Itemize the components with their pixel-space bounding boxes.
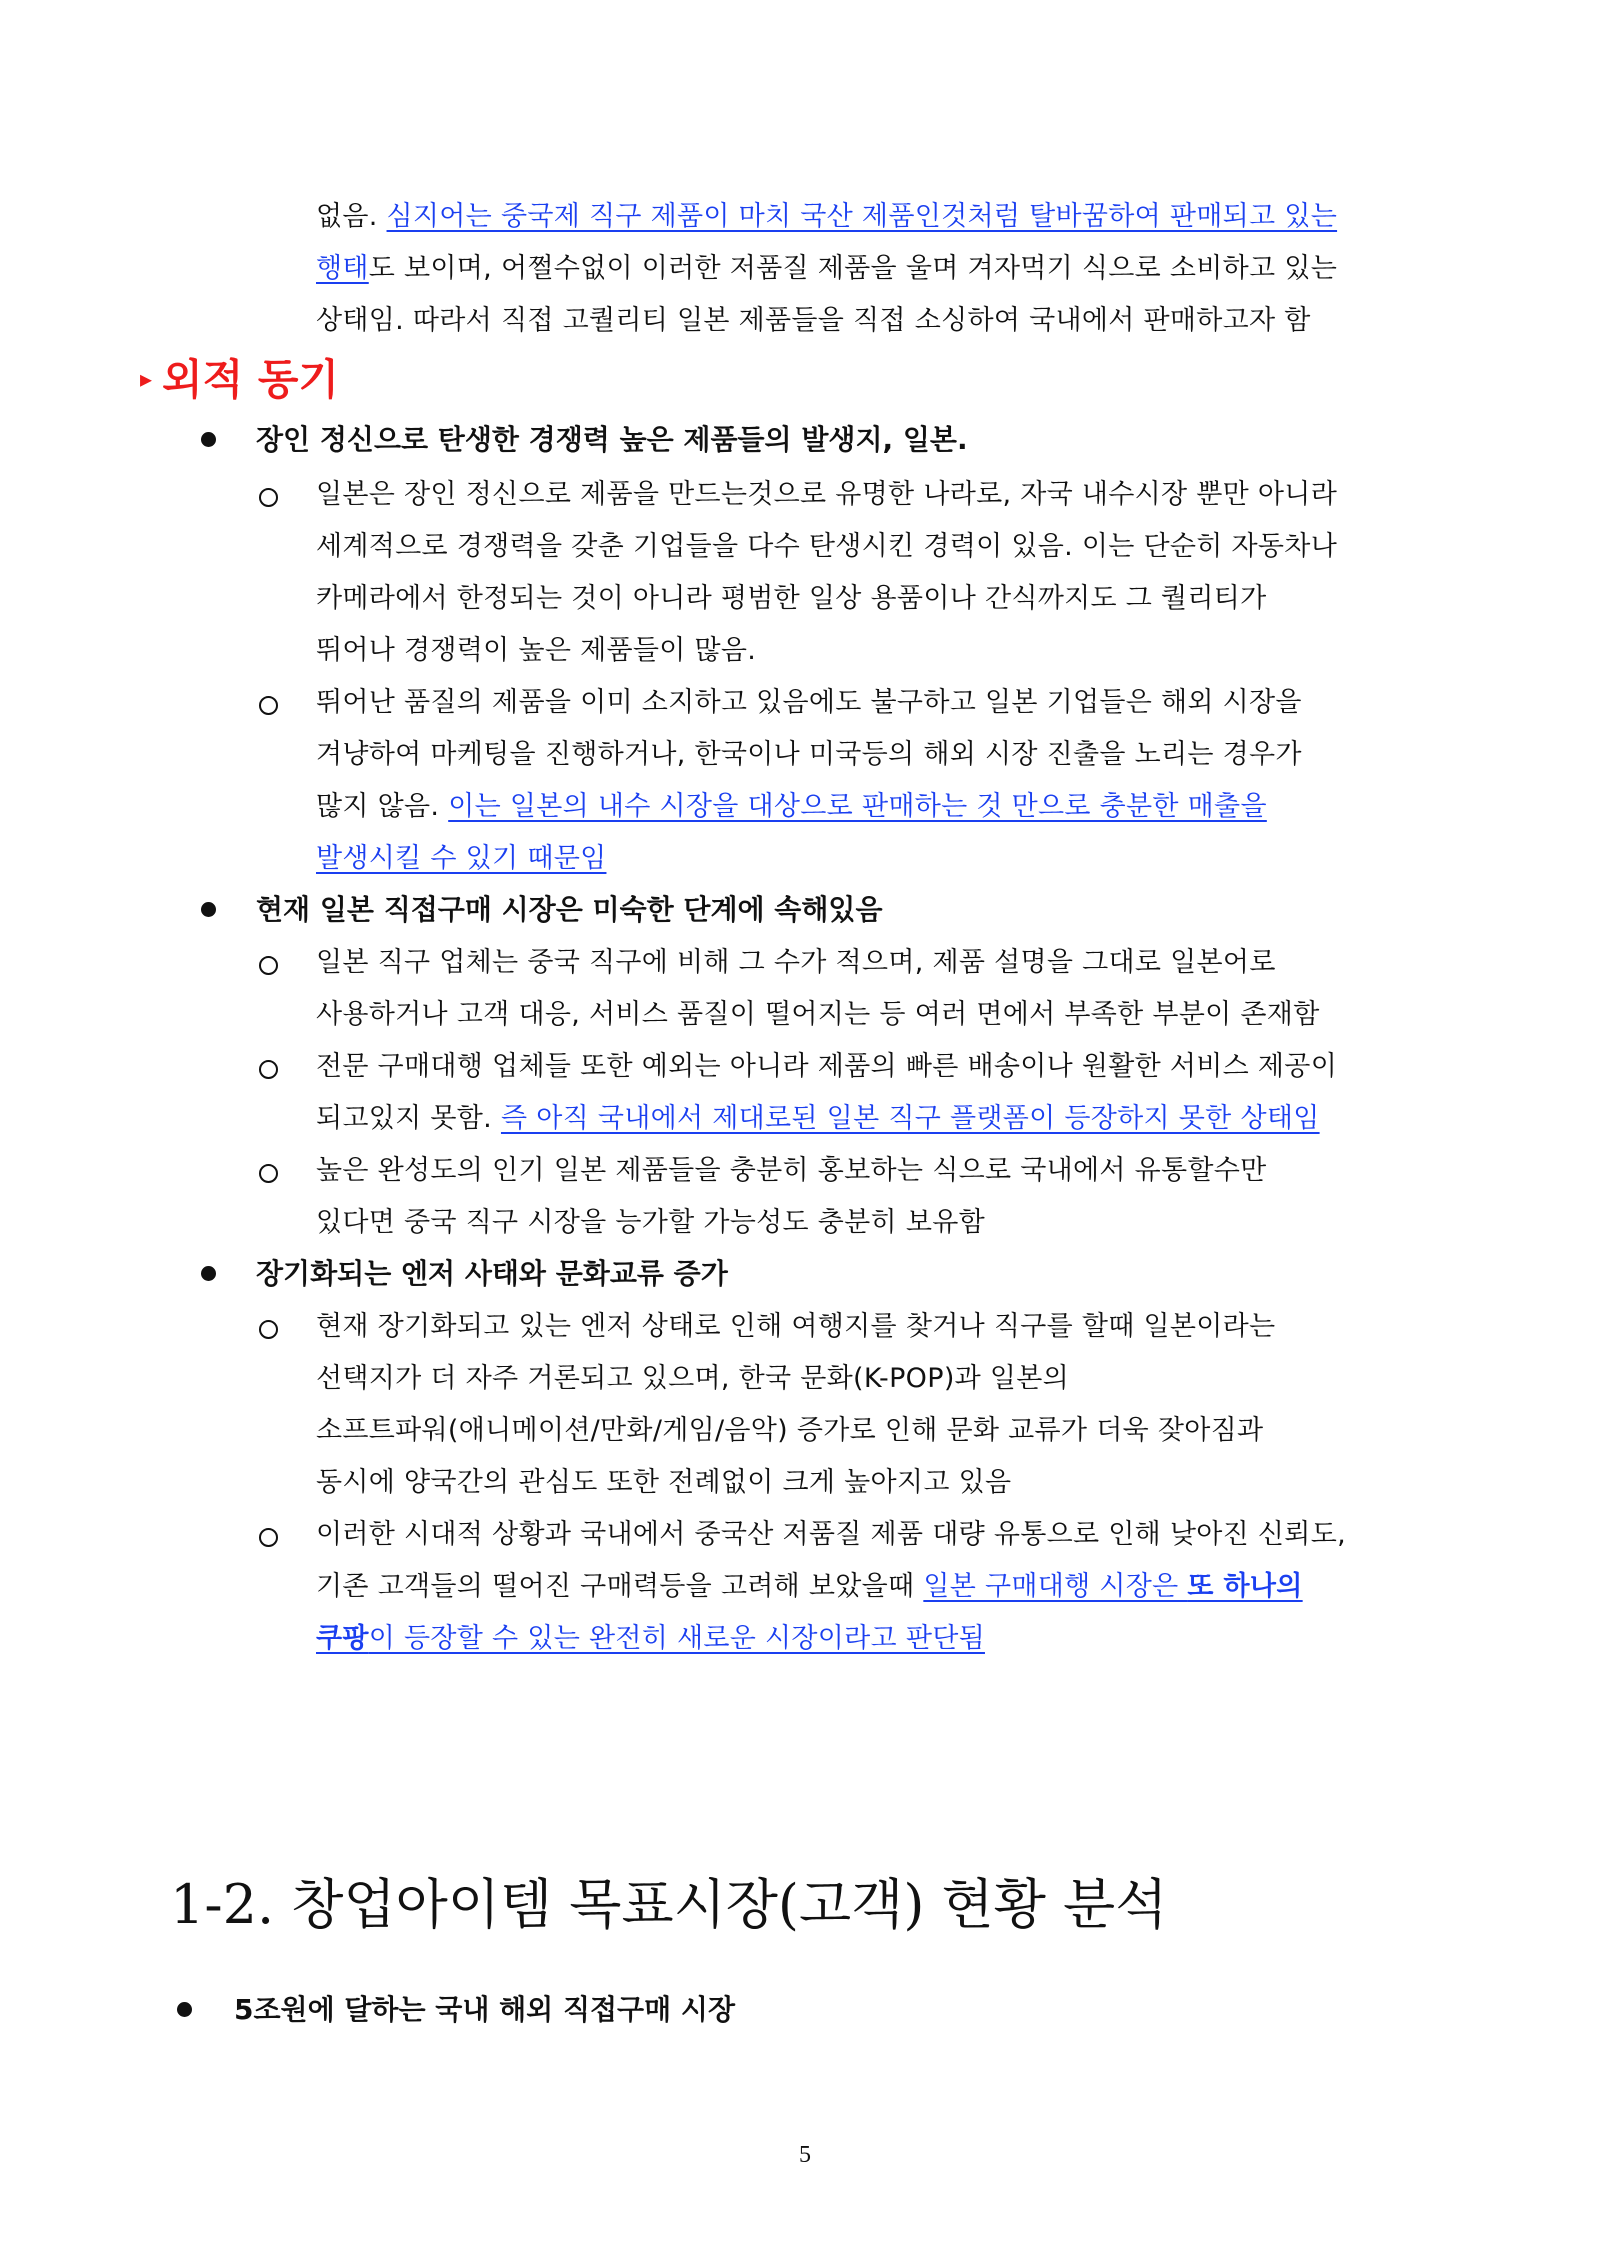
circle-bullet-icon: [259, 956, 278, 975]
circle-bullet-icon: [259, 1320, 278, 1339]
point3-title: 장기화되는 엔저 사태와 문화교류 증가: [256, 1257, 728, 1290]
point3-sub1-line-3: 소프트파워(애니메이션/만화/게임/음악) 증가로 인해 문화 교류가 더욱 잦아짐과: [316, 1415, 1264, 1446]
point3-sub2-highlight-bold-cont: 쿠팡: [316, 1623, 369, 1654]
intro-line-2: [316, 250, 1337, 288]
point3-sub2-highlight: 일본 구매대행 시장은: [923, 1571, 1188, 1602]
point3-sub1-line-1: 현재 장기화되고 있는 엔저 상태로 인해 여행지를 찾거나 직구를 할때 일본이라는: [316, 1311, 1276, 1342]
point3-sub2-highlight-bold: 또 하나의: [1187, 1571, 1303, 1602]
point3-sub1-line-2: 선택지가 더 자주 거론되고 있으며, 한국 문화(K-POP)과 일본의: [316, 1363, 1070, 1394]
point2-sub2-line-2: [316, 1100, 1320, 1138]
point2-sub1-line-2: 사용하거나 고객 대응, 서비스 품질이 떨어지는 등 여러 면에서 부족한 부분이 존재함: [316, 999, 1320, 1030]
point3-sub2-line-2: [316, 1568, 1303, 1606]
point1-sub2-text: 많지 않음.: [316, 791, 449, 822]
point2-title: 현재 일본 직접구매 시장은 미숙한 단계에 속해있음: [256, 893, 883, 926]
point3-sub2-line-3: [316, 1620, 985, 1658]
intro-highlight-2: 행태: [316, 253, 369, 284]
point2-sub3-line-2: 있다면 중국 직구 시장을 능가할 가능성도 충분히 보유함: [316, 1207, 985, 1238]
circle-bullet-icon: [259, 1060, 278, 1079]
point3-sub2-text: 기존 고객들의 떨어진 구매력등을 고려해 보았을때: [316, 1571, 924, 1602]
point1-sub1-line-4: 뛰어나 경쟁력이 높은 제품들이 많음.: [316, 635, 757, 666]
bullet-icon: [177, 2002, 192, 2017]
triangle-marker-icon: ▸: [140, 364, 153, 393]
intro-line-1-text: 없음.: [316, 201, 387, 232]
point3-sub1-line-4: 동시에 양국간의 관심도 또한 전례없이 크게 높아지고 있음: [316, 1467, 1012, 1498]
external-motivation-heading: [140, 352, 339, 411]
point2-sub3-line-1: 높은 완성도의 인기 일본 제품들을 충분히 홍보하는 식으로 국내에서 유통할수만: [316, 1155, 1267, 1186]
point2-sub1-line-1: 일본 직구 업체는 중국 직구에 비해 그 수가 적으며, 제품 설명을 그대로 일본어로: [316, 947, 1276, 978]
point2-sub2-highlight: 즉 아직 국내에서 제대로된 일본 직구 플랫폼이 등장하지 못한 상태임: [500, 1103, 1320, 1134]
point1-sub2-highlight-cont: 발생시킬 수 있기 때문임: [316, 843, 607, 874]
point2-sub2-text: 되고있지 못함.: [316, 1103, 501, 1134]
section-bullet-text: 5조원에 달하는 국내 해외 직접구매 시장: [234, 1993, 735, 2026]
bullet-icon: [201, 432, 216, 447]
point1-sub1-line-1: 일본은 장인 정신으로 제품을 만드는것으로 유명한 나라로, 자국 내수시장 뿐만 아니라: [316, 479, 1338, 510]
point3-sub2-highlight-cont: 이 등장할 수 있는 완전히 새로운 시장이라고 판단됨: [368, 1623, 985, 1654]
bullet-icon: [201, 902, 216, 917]
page-number: 5: [799, 2142, 811, 2168]
point1-sub2-line-4: [316, 840, 606, 878]
circle-bullet-icon: [259, 488, 278, 507]
intro-highlight-1: 심지어는 중국제 직구 제품이 마치 국산 제품인것처럼 탈바꿈하여 판매되고 있는: [386, 201, 1338, 232]
section-title: 1-2. 창업아이템 목표시장(고객) 현황 분석: [170, 1873, 1168, 1936]
point1-title: 장인 정신으로 탄생한 경쟁력 높은 제품들의 발생지, 일본.: [256, 423, 968, 456]
point2-sub2-line-1: 전문 구매대행 업체들 또한 예외는 아니라 제품의 빠른 배송이나 원활한 서비스 제공이: [316, 1051, 1338, 1082]
point1-sub2-line-1: 뛰어난 품질의 제품을 이미 소지하고 있음에도 불구하고 일본 기업들은 해외 시장을: [316, 687, 1302, 718]
external-motivation-title: 외적 동기: [162, 355, 339, 404]
point1-sub2-line-2: 겨냥하여 마케팅을 진행하거나, 한국이나 미국등의 해외 시장 진출을 노리는 경우가: [316, 739, 1302, 770]
bullet-icon: [201, 1266, 216, 1281]
circle-bullet-icon: [259, 696, 278, 715]
intro-line-1: [316, 198, 1337, 236]
intro-line-2-text: 도 보이며, 어쩔수없이 이러한 저품질 제품을 울며 겨자먹기 식으로 소비하고 있는: [368, 253, 1338, 284]
circle-bullet-icon: [259, 1164, 278, 1183]
point1-sub2-highlight: 이는 일본의 내수 시장을 대상으로 판매하는 것 만으로 충분한 매출을: [448, 791, 1267, 822]
circle-bullet-icon: [259, 1528, 278, 1547]
intro-line-3: 상태임. 따라서 직접 고퀄리티 일본 제품들을 직접 소싱하여 국내에서 판매하고자 함: [316, 305, 1311, 336]
point1-sub1-line-2: 세계적으로 경쟁력을 갖춘 기업들을 다수 탄생시킨 경력이 있음. 이는 단순히 자동차나: [316, 531, 1338, 562]
point3-sub2-line-1: 이러한 시대적 상황과 국내에서 중국산 저품질 제품 대량 유통으로 인해 낮아진 신뢰도,: [316, 1519, 1346, 1550]
point1-sub1-line-3: 카메라에서 한정되는 것이 아니라 평범한 일상 용품이나 간식까지도 그 퀄리티가: [316, 583, 1267, 614]
point1-sub2-line-3: [316, 788, 1267, 826]
